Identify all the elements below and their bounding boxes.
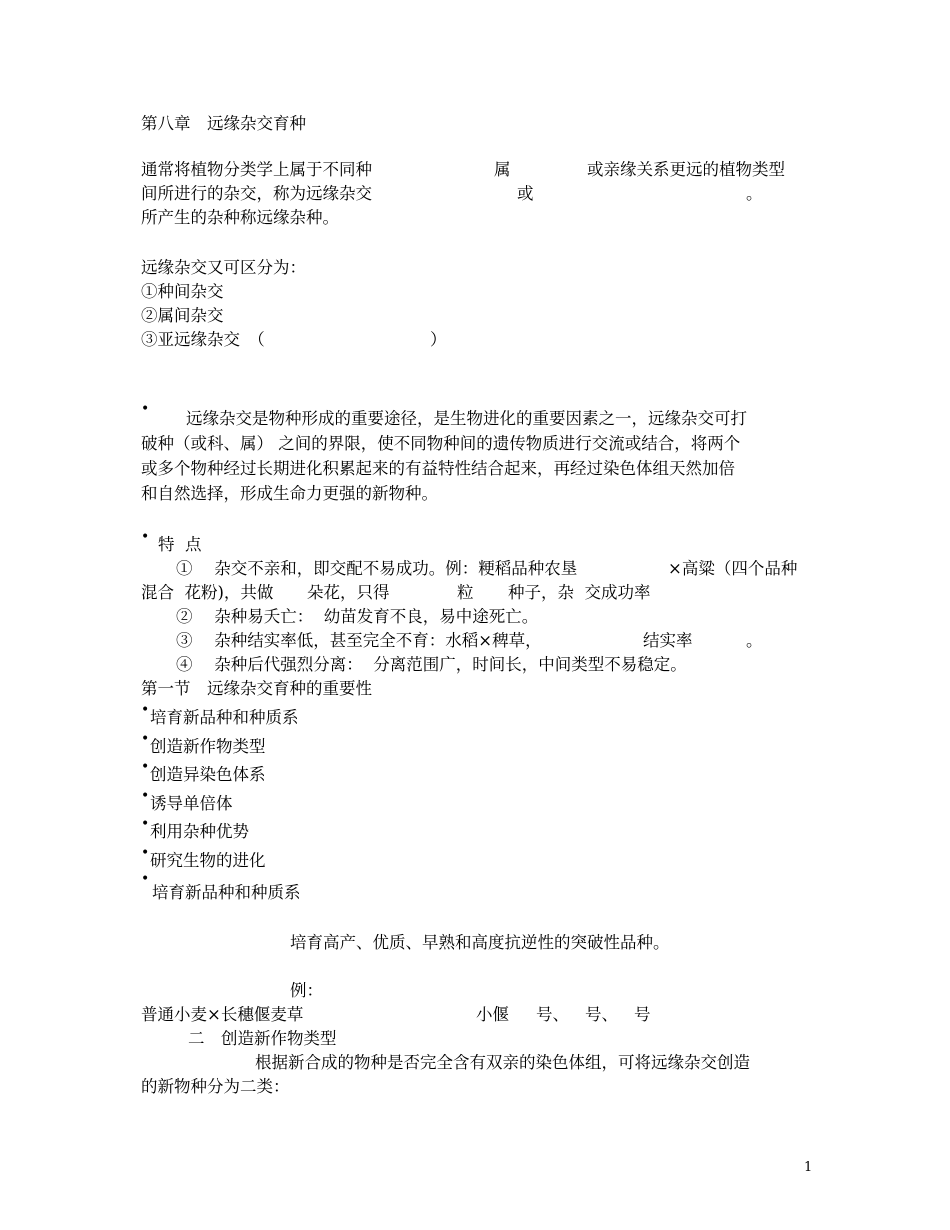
definition-line1-b: 属 bbox=[494, 160, 511, 179]
definition-line2-c: 。 bbox=[746, 184, 763, 203]
feature-3-a: ③ 杂种结实率低，甚至完全不育：水稻×稗草， bbox=[176, 631, 542, 650]
breeding-line: 培育高产、优质、早熟和高度抗逆性的突破性品种。 bbox=[290, 933, 670, 952]
bullet-icon: • bbox=[141, 871, 150, 887]
significance-line: 破种（或科、属） 之间的界限，使不同物种间的遗传物质进行交流或结合，将两个 bbox=[141, 434, 741, 453]
significance-line: 和自然选择，形成生命力更强的新物种。 bbox=[141, 484, 438, 503]
subsection-line: 的新物种分为二类： bbox=[141, 1077, 290, 1096]
bullet-icon: • bbox=[141, 702, 150, 718]
feature-2: ② 杂种易夭亡： 幼苗发育不良，易中途死亡。 bbox=[176, 607, 539, 626]
example-number: 号、 bbox=[536, 1005, 569, 1024]
feature-4: ④ 杂种后代强烈分离： 分离范围广，时间长，中间类型不易稳定。 bbox=[176, 655, 687, 674]
list-item: 创造异染色体系 bbox=[150, 765, 266, 784]
feature-1-a: ① 杂交不亲和，即交配不易成功。例：粳稻品种农垦 bbox=[176, 559, 578, 578]
example-cross: 普通小麦×长穗偃麦草 bbox=[141, 1005, 304, 1024]
definition-line2-b: 或 bbox=[517, 184, 534, 203]
feature-1-d: 朵花，只得 bbox=[307, 583, 390, 602]
list-item: 诱导单倍体 bbox=[150, 794, 233, 813]
significance-line: 远缘杂交是物种形成的重要途径，是生物进化的重要因素之一，远缘杂交可打 bbox=[186, 409, 747, 428]
subsection-line: 根据新合成的物种是否完全含有双亲的染色体组，可将远缘杂交创造 bbox=[255, 1053, 750, 1072]
feature-1-f: 种子，杂 交成功率 bbox=[508, 583, 651, 602]
subsection-title: 二 创造新作物类型 bbox=[188, 1029, 337, 1048]
definition-line3: 所产生的杂种称远缘杂种。 bbox=[141, 208, 339, 227]
list-item: 利用杂种优势 bbox=[150, 822, 249, 841]
types-intro: 远缘杂交又可区分为： bbox=[141, 258, 306, 277]
feature-3-c: 。 bbox=[746, 631, 763, 650]
example-variety: 小偃 bbox=[476, 1005, 509, 1024]
bullet-icon: • bbox=[141, 816, 150, 832]
list-item: 培育新品种和种质系 bbox=[150, 708, 299, 727]
feature-1-e: 粒 bbox=[457, 583, 474, 602]
bullet-icon: • bbox=[141, 529, 150, 545]
chapter-title: 第八章 远缘杂交育种 bbox=[141, 114, 306, 133]
bullet-icon: • bbox=[141, 401, 150, 417]
feature-1-b: ×高粱（四个品种 bbox=[668, 559, 798, 578]
definition-line2-a: 间所进行的杂交，称为远缘杂交 bbox=[141, 184, 372, 203]
bullet-icon: • bbox=[141, 845, 150, 861]
bullet-icon: • bbox=[141, 759, 150, 775]
page-number: 1 bbox=[804, 1160, 813, 1175]
example-label: 例： bbox=[290, 981, 323, 1000]
example-number: 号 bbox=[634, 1005, 651, 1024]
list-item: 培育新品种和种质系 bbox=[152, 883, 301, 902]
type-item-close-paren: ） bbox=[430, 330, 447, 349]
type-item: ②属间杂交 bbox=[141, 306, 224, 325]
bullet-icon: • bbox=[141, 731, 150, 747]
type-item: ③亚远缘杂交 （ bbox=[141, 330, 265, 349]
feature-1-c: 混合 花粉)，共做 bbox=[141, 583, 274, 602]
significance-line: 或多个物种经过长期进化积累起来的有益特性结合起来，再经过染色体组天然加倍 bbox=[141, 459, 735, 478]
example-number: 号、 bbox=[585, 1005, 618, 1024]
section-title: 第一节 远缘杂交育种的重要性 bbox=[141, 679, 372, 698]
bullet-icon: • bbox=[141, 788, 150, 804]
list-item: 研究生物的进化 bbox=[150, 851, 266, 870]
feature-3-b: 结实率 bbox=[643, 631, 693, 650]
definition-line1-a: 通常将植物分类学上属于不同种 bbox=[141, 160, 372, 179]
list-item: 创造新作物类型 bbox=[150, 737, 266, 756]
definition-line1-c: 或亲缘关系更远的植物类型 bbox=[587, 160, 785, 179]
type-item: ①种间杂交 bbox=[141, 282, 224, 301]
features-heading: 特 点 bbox=[158, 535, 202, 554]
